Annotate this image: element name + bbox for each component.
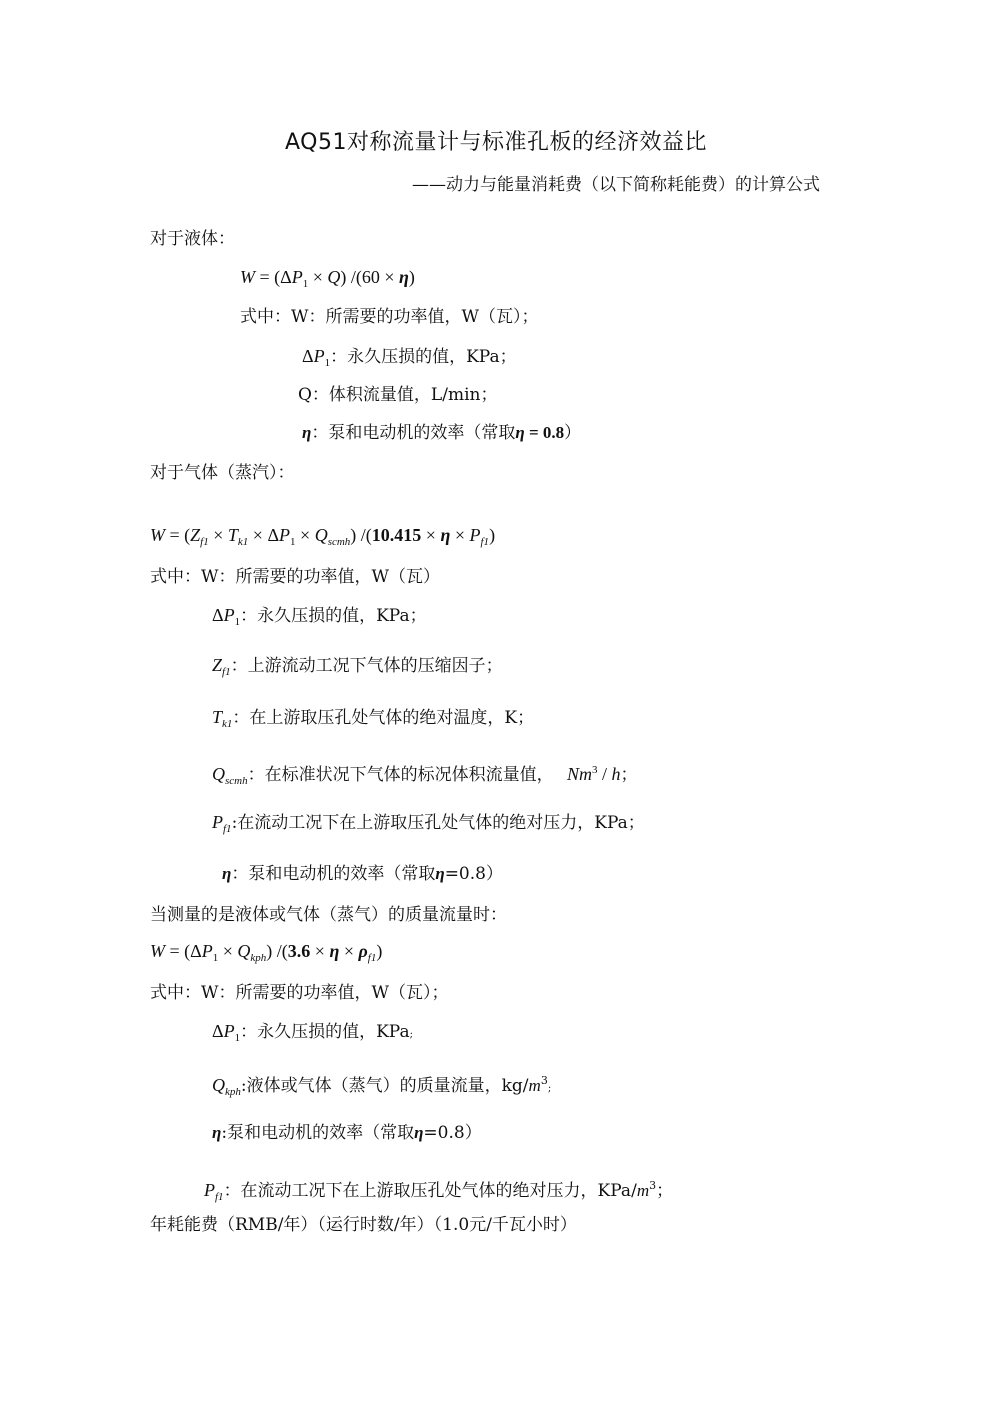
liquid-where-w: 式中：W：所需要的功率值，W（瓦）； [240,307,539,327]
gas-dp-label: ：永久压损的值，KPa； [240,606,427,626]
mass-eta-line: η:泵和电动机的效率（常取η=0.8） [212,1123,482,1143]
gas-formula: $W = (Z_{f1} \times T_{k1} \times \Delta P_1 \times Q_{scmh}) /(10.415 \times \eta \times P_{f1})$ [150,525,496,548]
gas-p-label: :在流动工况下在上游取压孔处气体的绝对压力，KPa； [231,813,645,833]
gas-t-label: ：在上游取压孔处气体的绝对温度，K； [232,708,535,728]
gas-dp-line: $\Delta P_1$：永久压损的值，KPa； [212,605,427,628]
liquid-formula: $W = (\Delta P_1 \times Q) /(60 \times \eta)$ [240,267,415,290]
gas-heading: 对于气体（蒸汽）： [150,463,295,483]
liquid-eta-value: = 0.8 [524,423,565,442]
mass-eta-label: :泵和电动机的效率（常取 [221,1123,415,1143]
liquid-dp-label: ：永久压损的值，KPa； [330,347,517,367]
gas-eta-label: ：泵和电动机的效率（常取 [231,864,436,884]
gas-t-line: $T_{k1}$：在上游取压孔处气体的绝对温度，K； [212,707,535,730]
gas-eta-line: η：泵和电动机的效率（常取η=0.8） [222,864,503,884]
mass-where-w: 式中：W：所需要的功率值，W（瓦）； [150,983,449,1003]
gas-eta-value: =0.8） [444,864,503,884]
mass-q-line: $Q_{kph}$:液体或气体（蒸气）的质量流量，$kg/m^3$; [212,1074,552,1098]
gas-z-line: $Z_{f1}$：上游流动工况下气体的压缩因子； [212,655,503,678]
mass-eta-value: =0.8） [423,1123,482,1143]
liquid-q-desc: Q：体积流量值，L/min； [298,385,498,405]
liquid-eta-line: η：泵和电动机的效率（常取η = 0.8） [302,423,582,443]
mass-q-label: :液体或气体（蒸气）的质量流量，kg/ [240,1076,529,1096]
mass-formula: $W = (\Delta P_1 \times Q_{kph}) /(3.6 \times \eta \times \rho_{f1})$ [150,941,383,964]
liquid-heading: 对于液体： [150,229,235,249]
gas-q-label: ：在标准状况下气体的标况体积流量值， [247,765,554,785]
gas-where-w: 式中：W：所需要的功率值，W（瓦） [150,567,440,587]
mass-dp-line: $\Delta P_1$：永久压损的值，KPa; [212,1021,413,1044]
page-title: AQ51对称流量计与标准孔板的经济效益比 [285,130,707,155]
liquid-eta-close: ） [564,423,582,443]
gas-q-end: ； [620,765,638,785]
mass-p-line: $P_{f1}$：在流动工况下在上游取压孔处气体的绝对压力，KPa/$m^3$； [204,1179,674,1203]
mass-dp-label: ：永久压损的值，KPa [240,1022,410,1042]
page-subtitle: ——动力与能量消耗费（以下简称耗能费）的计算公式 [412,175,820,195]
mass-p-label: ：在流动工况下在上游取压孔处气体的绝对压力，KPa/ [223,1181,637,1201]
gas-q-line: $Q_{scmh}$：在标准状况下气体的标况体积流量值， Nm$^3$ / h； [212,764,638,787]
gas-z-label: ：上游流动工况下气体的压缩因子； [230,656,503,676]
liquid-dp-line: $\Delta P_1$：永久压损的值，KPa； [302,346,517,369]
liquid-eta-label: ：泵和电动机的效率（常取 [311,423,516,443]
gas-p-line: $P_{f1}$:在流动工况下在上游取压孔处气体的绝对压力，KPa； [212,812,645,835]
mass-heading: 当测量的是液体或气体（蒸气）的质量流量时： [150,905,507,925]
annual-cost-line: 年耗能费（RMB/年）（运行时数/年）（1.0元/千瓦小时） [150,1215,577,1235]
